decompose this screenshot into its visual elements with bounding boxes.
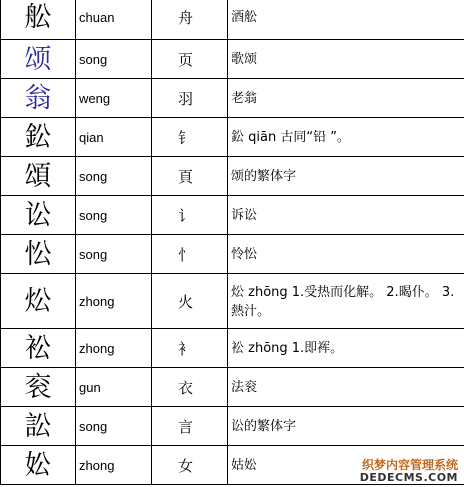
table-row xyxy=(1,0,464,40)
character-cell: 衮 xyxy=(1,368,76,407)
character-cell: 翁 xyxy=(1,79,76,118)
pinyin-cell: chuan xyxy=(76,0,152,40)
table-row xyxy=(1,407,464,446)
table-row xyxy=(1,196,464,235)
radical-cell: 衤 xyxy=(152,329,228,368)
definition-cell: 怜忪 xyxy=(228,235,464,274)
table-row xyxy=(1,79,464,118)
radical-cell: 羽 xyxy=(152,79,228,118)
pinyin-cell: qian xyxy=(76,118,152,157)
radical-cell: 言 xyxy=(152,407,228,446)
table-row xyxy=(1,157,464,196)
pinyin-cell: song xyxy=(76,157,152,196)
character-cell: 忪 xyxy=(1,235,76,274)
character-cell: 衳 xyxy=(1,329,76,368)
pinyin-cell: song xyxy=(76,40,152,79)
character-cell: 訟 xyxy=(1,407,76,446)
definition-cell: 炂 zhōng 1.受热而化解。 2.暍仆。 3.熱汁。 xyxy=(228,274,464,329)
watermark-domain: DEDECMS.COM xyxy=(359,470,458,484)
table-row xyxy=(1,235,464,274)
table-row xyxy=(1,329,464,368)
definition-cell: 酒舩 xyxy=(228,0,464,40)
character-cell: 妐 xyxy=(1,446,76,485)
table-row xyxy=(1,40,464,79)
radical-cell: 女 xyxy=(152,446,228,485)
character-cell: 颂 xyxy=(1,40,76,79)
definition-cell: 姑妐 xyxy=(228,446,464,485)
radical-cell: 火 xyxy=(152,274,228,329)
pinyin-cell: zhong xyxy=(76,274,152,329)
definition-cell: 歌颂 xyxy=(228,40,464,79)
character-cell: 讼 xyxy=(1,196,76,235)
definition-cell: 老翁 xyxy=(228,79,464,118)
radical-cell: 衣 xyxy=(152,368,228,407)
definition-cell: 鈆 qiān 古同“铅 ”。 xyxy=(228,118,464,157)
pinyin-cell: zhong xyxy=(76,446,152,485)
pinyin-cell: gun xyxy=(76,368,152,407)
pinyin-cell: weng xyxy=(76,79,152,118)
watermark-title: 织梦内容管理系统 xyxy=(361,457,458,472)
character-cell: 炂 xyxy=(1,274,76,329)
definition-cell: 颂的繁体字 xyxy=(228,157,464,196)
radical-cell: 页 xyxy=(152,40,228,79)
definition-cell: 诉讼 xyxy=(228,196,464,235)
radical-cell: 忄 xyxy=(152,235,228,274)
definition-cell: 讼的繁体字 xyxy=(228,407,464,446)
radical-cell: 讠 xyxy=(152,196,228,235)
radical-cell: 钅 xyxy=(152,118,228,157)
character-cell: 舩 xyxy=(1,0,76,40)
definition-cell: 法衮 xyxy=(228,368,464,407)
radical-cell: 頁 xyxy=(152,157,228,196)
pinyin-cell: song xyxy=(76,407,152,446)
pinyin-cell: zhong xyxy=(76,329,152,368)
table-row xyxy=(1,274,464,329)
pinyin-cell: song xyxy=(76,235,152,274)
table-row xyxy=(1,446,464,485)
character-cell: 鈆 xyxy=(1,118,76,157)
table-row xyxy=(1,368,464,407)
definition-cell: 衳 zhōng 1.即裈。 xyxy=(228,329,464,368)
pinyin-cell: song xyxy=(76,196,152,235)
character-cell: 頌 xyxy=(1,157,76,196)
radical-cell: 舟 xyxy=(152,0,228,40)
table-row xyxy=(1,118,464,157)
